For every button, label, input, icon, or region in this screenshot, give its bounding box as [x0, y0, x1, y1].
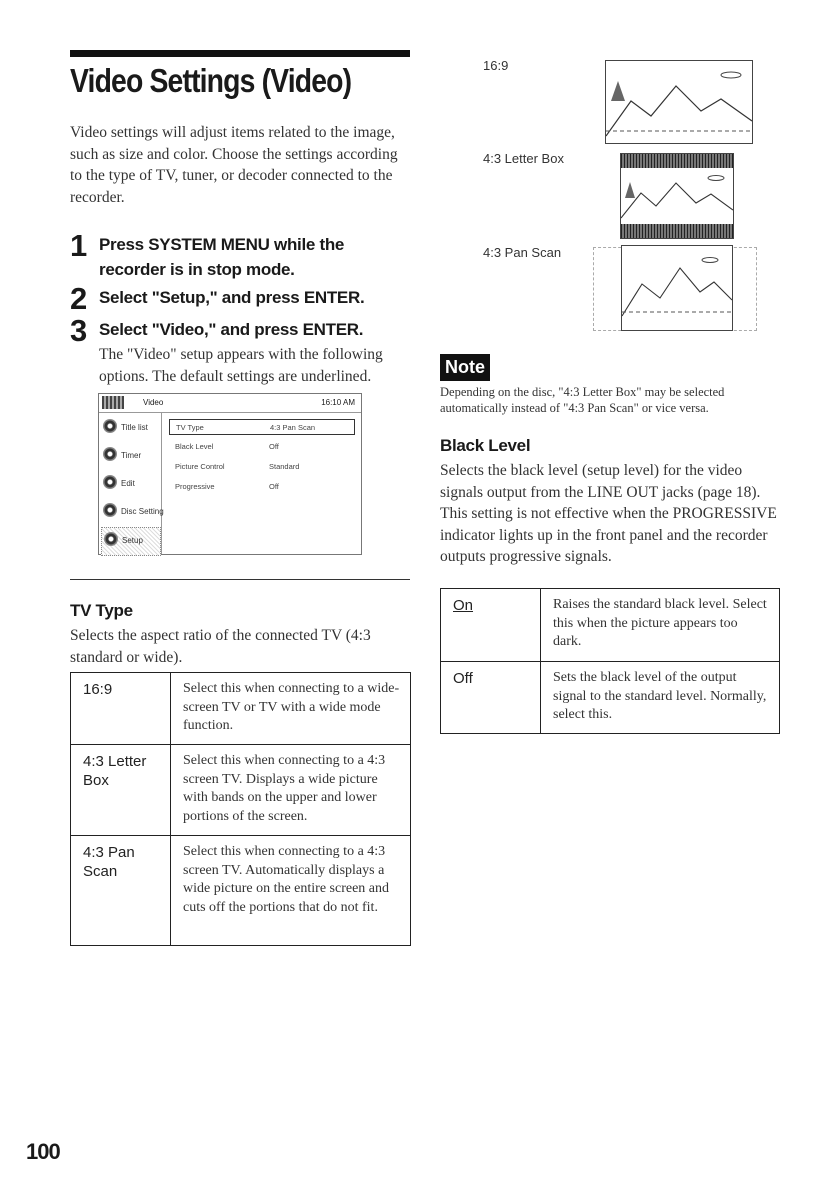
- note-badge: Note: [440, 354, 490, 381]
- title-rule: [70, 50, 410, 57]
- page-number: 100: [26, 1139, 60, 1164]
- table-row: [71, 836, 411, 946]
- sidebar-item-disc-setting: Disc Setting: [101, 499, 159, 526]
- menu-option-row: Black Level Off: [175, 442, 279, 451]
- sidebar-item-timer: Timer: [101, 443, 159, 470]
- landscape-image: [606, 61, 752, 143]
- edit-icon: [103, 475, 117, 489]
- table-row: [71, 673, 411, 745]
- tv-type-heading: TV Type: [70, 601, 133, 620]
- table-row: [441, 662, 780, 734]
- table-cell-value: Sets the black level of the output signal to the standard level. Normally, select this.: [541, 662, 780, 734]
- aspect-16-9-illustration: [605, 60, 753, 144]
- step-text: Select "Setup," and press ENTER.: [99, 288, 365, 307]
- page-title: Video Settings (Video): [70, 62, 352, 99]
- step-number: 3: [70, 313, 88, 348]
- step-text: Select "Video," and press ENTER.: [99, 320, 364, 339]
- title-list-icon: [103, 419, 117, 433]
- timer-icon: [103, 447, 117, 461]
- letterbox-band-top: [621, 154, 733, 168]
- section-divider: [70, 579, 410, 580]
- table-cell-key: 4:3 Pan Scan: [71, 836, 171, 946]
- table-cell-value: Select this when connecting to a 4:3 screen TV. Displays a wide picture with bands on the upper and lower portions of the screen.: [171, 745, 411, 836]
- step-3: [70, 313, 415, 387]
- sidebar-item-title-list: Title list: [101, 415, 159, 442]
- tv-type-table: [70, 672, 411, 946]
- step-2: [70, 281, 415, 316]
- step-number: 2: [70, 281, 88, 316]
- menu-option-row: Picture Control Standard: [175, 462, 300, 471]
- step-text: Press SYSTEM MENU while the recorder is in stop mode.: [99, 235, 345, 279]
- black-level-table: [440, 588, 780, 734]
- table-cell-value: Raises the standard black level. Select this when the picture appears too dark.: [541, 589, 780, 662]
- table-row: [71, 745, 411, 836]
- note-text: Depending on the disc, "4:3 Letter Box" may be selected automatically instead of "4:3 Pan Scan" or vice versa.: [440, 385, 725, 415]
- sidebar-item-setup: Setup: [101, 527, 161, 556]
- setup-icon: [104, 532, 118, 546]
- menu-sidebar: [99, 413, 162, 554]
- aspect-letter-box-illustration: [620, 153, 734, 239]
- setup-menu-screenshot: [98, 393, 362, 555]
- table-cell-key: 16:9: [71, 673, 171, 745]
- step-1: [70, 228, 415, 282]
- menu-option-row: TV Type 4:3 Pan Scan: [169, 419, 355, 435]
- black-level-description: Selects the black level (setup level) for the video signals output from the LINE OUT jacks (page 18). This setting is not effective when the PROGRESSIVE indicator lights up in the front panel and the recorder outputs progressive signals.: [440, 462, 777, 565]
- disc-icon: [103, 503, 117, 517]
- aspect-label-16-9: 16:9: [483, 58, 509, 73]
- table-cell-value: Select this when connecting to a 4:3 screen TV. Automatically displays a wide picture on the entire screen and cuts off the portions that do not fit.: [171, 836, 411, 946]
- menu-label: Video: [143, 398, 164, 407]
- intro-paragraph: Video settings will adjust items related to the image, such as size and color. Choose the settings according to the type of TV, tuner, or decoder connected to the recorder.: [70, 124, 398, 206]
- landscape-image: [621, 168, 733, 224]
- table-row: [441, 589, 780, 662]
- aspect-pan-scan-illustration: [621, 245, 733, 331]
- table-cell-key: Off: [441, 662, 541, 734]
- step-number: 1: [70, 228, 88, 263]
- tv-type-description: Selects the aspect ratio of the connected TV (4:3 standard or wide).: [70, 627, 371, 666]
- menu-time: 16:10 AM: [321, 398, 355, 407]
- menu-option-row: Progressive Off: [175, 482, 279, 491]
- menu-header: [99, 394, 361, 413]
- letterbox-band-bottom: [621, 224, 733, 238]
- video-icon: [102, 396, 124, 409]
- aspect-label-letter-box: 4:3 Letter Box: [483, 151, 564, 166]
- sidebar-item-edit: Edit: [101, 471, 159, 498]
- table-cell-key: 4:3 Letter Box: [71, 745, 171, 836]
- step-subtext: The "Video" setup appears with the following options. The default settings are underlined.: [99, 346, 383, 385]
- black-level-heading: Black Level: [440, 436, 531, 455]
- menu-options: [169, 419, 355, 499]
- table-cell-value: Select this when connecting to a wide-screen TV or TV with a wide mode function.: [171, 673, 411, 745]
- landscape-image: [622, 246, 732, 330]
- aspect-label-pan-scan: 4:3 Pan Scan: [483, 245, 562, 260]
- table-cell-key: On: [441, 589, 541, 662]
